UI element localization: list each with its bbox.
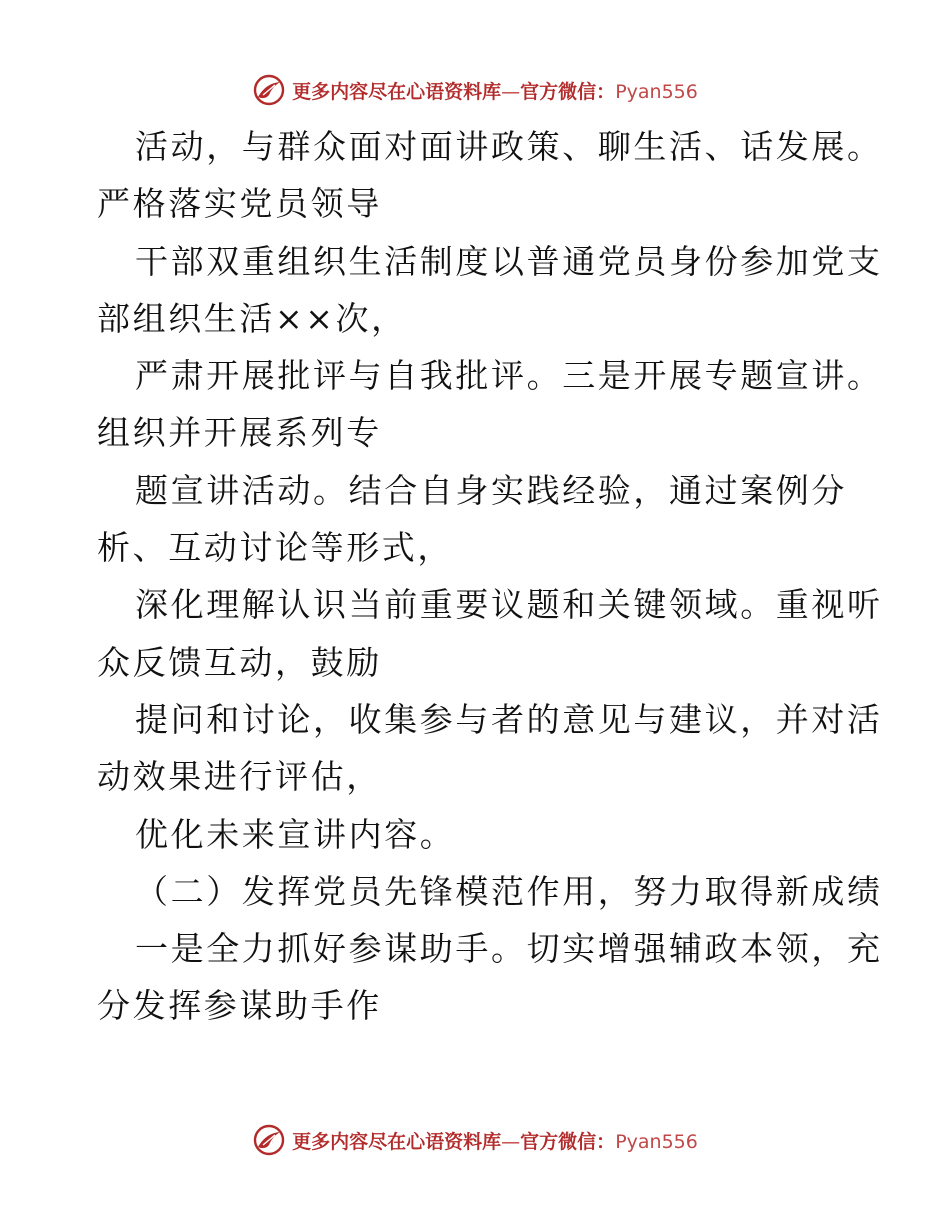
text-line: 深化理解认识当前重要议题和关键领域。重视听 — [135, 585, 883, 625]
document-body — [97, 118, 883, 1035]
watermark-main: 更多内容尽在心语资料库 — [292, 1130, 502, 1153]
watermark-text — [292, 77, 698, 104]
watermark-main: 更多内容尽在心语资料库 — [292, 80, 502, 103]
text-line: 题宣讲活动。结合自身实践经验，通过案例分 — [135, 470, 847, 510]
brand-logo-icon — [252, 73, 286, 107]
text-line: 提问和讨论，收集参与者的意见与建议，并对活 — [135, 699, 883, 739]
text-line: 干部双重组织生活制度以普通党员身份参加党支 — [135, 241, 883, 281]
watermark-dash: — — [501, 1130, 521, 1153]
text-line: 部组织生活××次， — [97, 298, 407, 338]
text-line: 优化未来宣讲内容。 — [135, 814, 456, 854]
watermark-text — [292, 1127, 698, 1154]
text-line: 严肃开展批评与自我批评。三是开展专题宣讲。 — [135, 356, 883, 396]
text-line: 众反馈互动，鼓励 — [97, 642, 382, 682]
brand-logo-icon — [252, 1123, 286, 1157]
footer-watermark — [0, 1120, 950, 1160]
text-line: 一是全力抓好参谋助手。切实增强辅政本领，充 — [135, 929, 883, 969]
text-line: 严格落实党员领导 — [97, 184, 382, 224]
watermark-wechat-id: Pyan556 — [615, 1130, 698, 1153]
section-heading: （二）发挥党员先锋模范作用，努力取得新成绩 — [135, 871, 883, 911]
text-line: 组织并开展系列专 — [97, 413, 382, 453]
watermark-dash: — — [501, 80, 521, 103]
header-watermark — [0, 70, 950, 110]
text-line: 动效果进行评估， — [97, 757, 382, 797]
watermark-wechat-id: Pyan556 — [615, 80, 698, 103]
text-line: 分发挥参谋助手作 — [97, 986, 382, 1026]
watermark-wechat-label: 官方微信： — [520, 1130, 616, 1153]
text-line: 析、互动讨论等形式， — [97, 528, 453, 568]
text-line: 活动，与群众面对面讲政策、聊生活、话发展。 — [135, 127, 883, 166]
watermark-wechat-label: 官方微信： — [520, 80, 616, 103]
